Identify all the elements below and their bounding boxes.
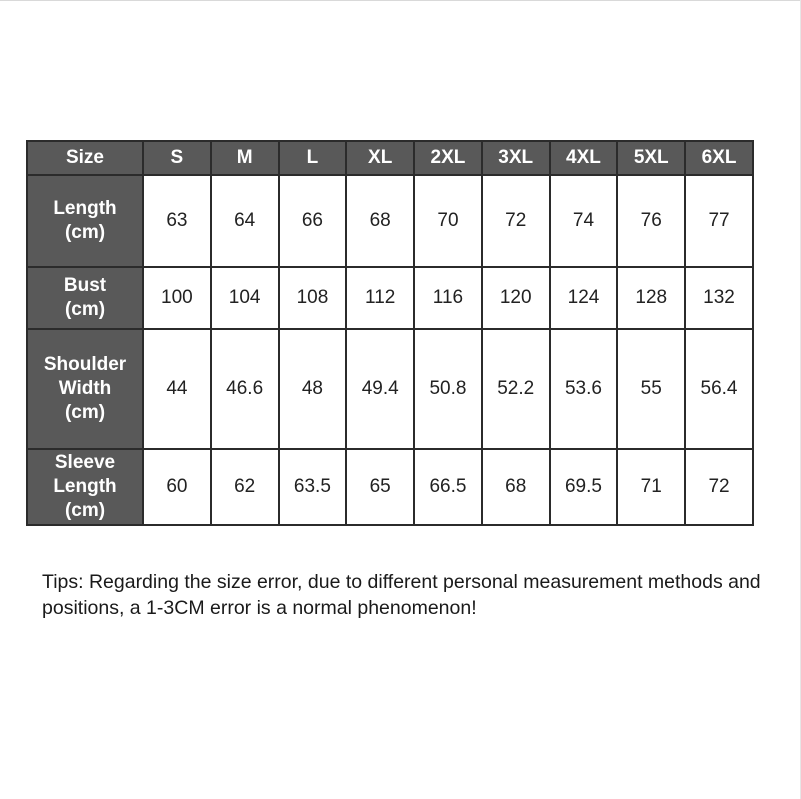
row-label-line: Shoulder [43, 354, 127, 375]
size-col-5xl: 5XL [617, 141, 685, 175]
row-label-line: Width [58, 378, 112, 399]
size-col-3xl: 3XL [482, 141, 550, 175]
row-label-sleeve-length [27, 449, 143, 525]
table-cell: 74 [550, 175, 618, 267]
table-row-length [27, 175, 753, 267]
table-cell: 66 [279, 175, 347, 267]
table-cell: 108 [279, 267, 347, 329]
row-label-line: (cm) [64, 299, 106, 320]
size-header-row [27, 141, 753, 175]
table-row-bust [27, 267, 753, 329]
table-cell: 66.5 [414, 449, 482, 525]
table-cell: 68 [482, 449, 550, 525]
top-divider [0, 0, 801, 1]
table-row-shoulder-width [27, 329, 753, 449]
table-cell: 62 [211, 449, 279, 525]
table-cell: 100 [143, 267, 211, 329]
table-cell: 46.6 [211, 329, 279, 449]
table-cell: 55 [617, 329, 685, 449]
size-header-label: Size [27, 141, 143, 175]
row-label-line: Sleeve [54, 452, 116, 473]
table-cell: 63 [143, 175, 211, 267]
table-cell: 53.6 [550, 329, 618, 449]
table-cell: 44 [143, 329, 211, 449]
table-cell: 68 [346, 175, 414, 267]
table-cell: 69.5 [550, 449, 618, 525]
table-cell: 71 [617, 449, 685, 525]
table-cell: 132 [685, 267, 753, 329]
table-cell: 76 [617, 175, 685, 267]
table-cell: 72 [685, 449, 753, 525]
table-cell: 112 [346, 267, 414, 329]
table-cell: 48 [279, 329, 347, 449]
table-cell: 116 [414, 267, 482, 329]
size-col-m: M [211, 141, 279, 175]
row-label-line: (cm) [64, 222, 106, 243]
size-col-4xl: 4XL [550, 141, 618, 175]
row-label-length [27, 175, 143, 267]
size-col-xl: XL [346, 141, 414, 175]
table-cell: 63.5 [279, 449, 347, 525]
size-col-2xl: 2XL [414, 141, 482, 175]
size-col-6xl: 6XL [685, 141, 753, 175]
table-cell: 72 [482, 175, 550, 267]
row-label-line: Bust [63, 275, 107, 296]
size-tips-note: Tips: Regarding the size error, due to different personal measurement methods and positions, a 1-3CM error is a normal phenomenon! [42, 571, 761, 619]
row-label-line: Length [53, 476, 117, 497]
row-label-shoulder-width [27, 329, 143, 449]
table-cell: 49.4 [346, 329, 414, 449]
table-cell: 64 [211, 175, 279, 267]
table-cell: 77 [685, 175, 753, 267]
table-cell: 50.8 [414, 329, 482, 449]
size-col-s: S [143, 141, 211, 175]
table-cell: 128 [617, 267, 685, 329]
table-cell: 70 [414, 175, 482, 267]
table-cell: 104 [211, 267, 279, 329]
table-cell: 56.4 [685, 329, 753, 449]
table-cell: 124 [550, 267, 618, 329]
row-label-line: (cm) [64, 500, 106, 521]
table-cell: 52.2 [482, 329, 550, 449]
table-cell: 120 [482, 267, 550, 329]
size-col-l: L [279, 141, 347, 175]
table-cell: 60 [143, 449, 211, 525]
table-cell: 65 [346, 449, 414, 525]
row-label-line: (cm) [64, 402, 106, 423]
row-label-line: Length [53, 198, 117, 219]
table-row-sleeve-length [27, 449, 753, 525]
size-chart-table [26, 140, 754, 526]
row-label-bust [27, 267, 143, 329]
